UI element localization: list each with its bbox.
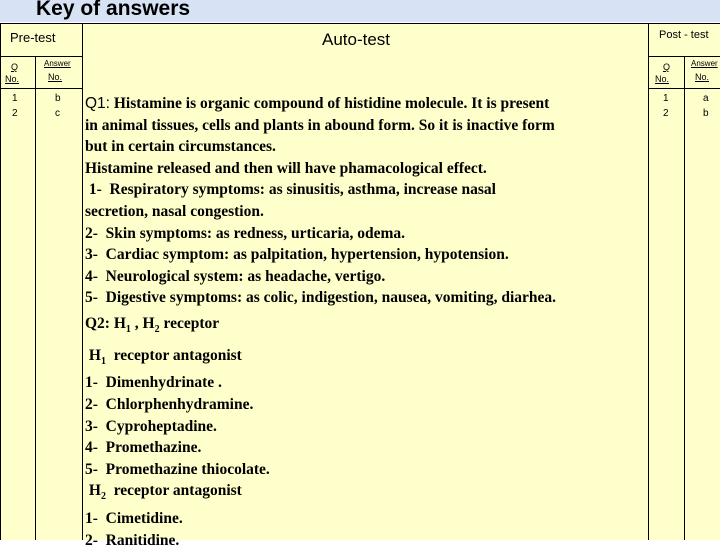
pre-test-row-1-q: 1 <box>12 93 18 104</box>
pre-auto-divider <box>82 23 83 540</box>
post-test-q-label: Q <box>663 62 671 72</box>
q1-line: but in certain circumstances. <box>85 138 276 156</box>
q1-line: 1- Respiratory symptoms: as sinusitis, asthma, increase nasal <box>85 181 496 199</box>
post-test-answer-no-label: No. <box>695 72 710 82</box>
q1-label: Q1: <box>85 95 110 112</box>
pre-test-col-divider <box>35 56 36 540</box>
q1-text: Histamine is organic compound of histidine molecule. It is present <box>113 95 550 112</box>
q1-line: 5- Digestive symptoms: as colic, indigestion, nausea, vomiting, diarhea. <box>85 289 557 307</box>
h1-heading: $H_1$ receptor antagonist <box>85 346 242 367</box>
h2-item: 1- Cimetidine. <box>85 509 183 527</box>
q2-heading: Q2: $H_1$ , $H_2$ receptor <box>85 314 220 336</box>
q1-line <box>85 93 650 115</box>
h2-heading: $H_2$ receptor antagonist <box>85 482 242 503</box>
post-test-q-no-label: No. <box>655 74 670 84</box>
post-test-header: Post - test <box>659 29 709 41</box>
pre-test-row-2-q: 2 <box>12 108 18 119</box>
pre-test-row-1-answer: b <box>55 93 61 104</box>
table-top-border <box>0 23 720 24</box>
auto-test-header: Auto-test <box>322 30 391 49</box>
pre-test-q-label: Q <box>11 62 19 72</box>
post-test-row-1-q: 1 <box>663 93 669 104</box>
h2-item: 2- Ranitidine. <box>85 531 180 549</box>
h1-item: 3- Cyproheptadine. <box>85 417 217 435</box>
post-test-col-divider <box>684 56 685 540</box>
table-left-border <box>0 23 1 540</box>
q1-line: in animal tissues, cells and plants in abound form. So it is inactive form <box>85 116 555 134</box>
post-test-row-1-answer: a <box>703 93 709 104</box>
q1-line: 2- Skin symptoms: as redness, urticaria, odema. <box>85 224 406 242</box>
pre-test-header-line <box>0 56 83 57</box>
q1-line: 4- Neurological system: as headache, vertigo. <box>85 267 386 285</box>
q1-line: Histamine released and then will have phamacological effect. <box>85 159 487 177</box>
q1-line: secretion, nasal congestion. <box>85 202 264 220</box>
pre-test-answer-label: Answer <box>44 59 71 68</box>
post-test-row-2-answer: b <box>703 108 709 119</box>
pre-test-answer-no-label: No. <box>48 72 63 82</box>
post-test-subheader-line <box>648 88 720 89</box>
post-test-row-2-q: 2 <box>663 108 669 119</box>
h1-item: 5- Promethazine thiocolate. <box>85 460 270 478</box>
pre-test-row-2-answer: c <box>55 108 60 119</box>
pre-test-header: Pre-test <box>10 30 56 45</box>
page-title: Key of answers <box>36 0 191 20</box>
h1-item: 2- Chlorphenhydramine. <box>85 395 254 413</box>
post-test-answer-label: Answer <box>691 59 718 68</box>
h1-item: 4- Promethazine. <box>85 439 202 457</box>
post-test-header-line <box>648 56 720 57</box>
h1-item: 1- Dimenhydrinate . <box>85 374 222 392</box>
auto-test-answers <box>85 93 650 551</box>
q1-line: 3- Cardiac symptom: as palpitation, hypertension, hypotension. <box>85 246 509 264</box>
title-bar <box>0 0 720 22</box>
pre-test-subheader-line <box>0 88 83 89</box>
pre-test-q-no-label: No. <box>5 74 20 84</box>
